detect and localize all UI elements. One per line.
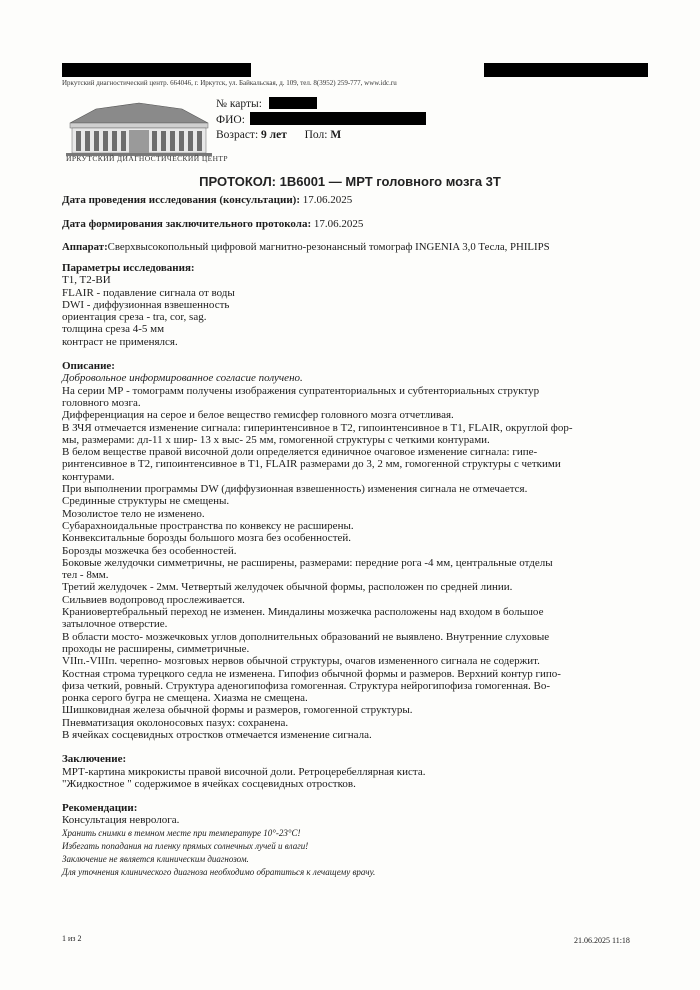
- logo-caption: ИРКУТСКИЙ ДИАГНОСТИЧЕСКИЙ ЦЕНТР: [66, 154, 228, 163]
- description-line: В области мосто- мозжечковых углов дополнительных образований не выявлено. Внутренние слуховые: [62, 630, 550, 643]
- description-line: мы, размерами: дл-11 х шир- 13 х выс- 25 мм, гомогенной структуры с четкими контурами.: [62, 433, 490, 446]
- card-number-label: № карты:: [216, 98, 262, 110]
- redacted-header-left: [62, 63, 251, 77]
- final-date-value: 17.06.2025: [313, 218, 364, 230]
- description-line: Краниовертебральный переход не изменен. Миндалины мозжечка расположены над входом в большое: [62, 606, 544, 619]
- sex-value: М: [330, 129, 342, 141]
- final-date-label: Дата формирования заключительного протокола:: [62, 218, 312, 230]
- description-line: На серии МР - томограмм получены изображения супратенториальных и субтенториальных структур: [62, 384, 540, 397]
- exam-date-value: 17.06.2025: [302, 194, 353, 206]
- description-line: Дифференциация на серое и белое вещество гемисфер головного мозга отчетливая.: [62, 409, 454, 422]
- card-number-row: [216, 97, 426, 112]
- parameters-line: ориентация среза - tra, cor, sag.: [62, 311, 207, 324]
- fio-label: ФИО:: [216, 114, 245, 126]
- description-line: ринтенсивное в Т2, гипоинтенсивное в Т1, FLAIR размерами до 3, 2 мм, гомогенной структуры с четкими: [62, 458, 561, 471]
- disclaimer-note: Заключение не является клиническим диагнозом.: [62, 853, 249, 864]
- description-line: затылочное отверстие.: [62, 618, 168, 631]
- description-line: В белом веществе правой височной доли определяется единичное очаговое изменение сигнала: гипе-: [62, 446, 538, 459]
- age-label: Возраст:: [216, 129, 259, 141]
- recommendations-title: Рекомендации:: [62, 802, 138, 815]
- description-line: Мозолистое тело не изменено.: [62, 507, 205, 520]
- parameters-line: контраст не применялся.: [62, 335, 178, 348]
- parameters-line: DWI - диффузионная взвешенность: [62, 298, 230, 311]
- apparatus: [62, 241, 550, 253]
- parameters-line: FLAIR - подавление сигнала от воды: [62, 286, 235, 299]
- print-timestamp: 21.06.2025 11:18: [574, 936, 630, 945]
- redacted-header-right: [484, 63, 648, 77]
- description-line: При выполнении программы DW (диффузионная взвешенность) изменения сигнала не отмечается.: [62, 483, 528, 496]
- disclaimer-note: Для уточнения клинического диагноза необходимо обратиться к лечащему врачу.: [62, 866, 376, 877]
- parameters-line: T1, T2-ВИ: [62, 274, 111, 287]
- description-line: Сильвиев водопровод прослеживается.: [62, 593, 245, 606]
- description-line: В ЗЧЯ отмечается изменение сигнала: гиперинтенсивное в Т2, гипоинтенсивное в Т1, FLAIR, округлой фор-: [62, 421, 573, 434]
- age-value: 9 лет: [261, 129, 287, 141]
- recommendation-line: Консультация невролога.: [62, 814, 180, 827]
- conclusion-line: "Жидкостное " содержимое в ячейках сосцевидных отростков.: [62, 777, 356, 790]
- age-sex-row: [216, 128, 426, 143]
- protocol-title: ПРОТОКОЛ: 1В6001 — МРТ головного мозга 3Т: [199, 174, 501, 189]
- consent-line: Добровольное информированное согласие получено.: [62, 372, 303, 385]
- exam-date: [62, 194, 352, 206]
- patient-info: [216, 97, 426, 143]
- final-protocol-date: [62, 218, 363, 230]
- fio-row: [216, 112, 426, 128]
- conclusion-title: Заключение:: [62, 753, 127, 766]
- description-line: ронка серого бугра не смещена. Хиазма не смещена.: [62, 692, 308, 705]
- description-line: Конвекситальные борозды большого мозга без особенностей.: [62, 532, 352, 545]
- description-line: VIIп.-VIIIп. черепно- мозговых нервов обычной структуры, очагов измененного сигнала не содержит.: [62, 655, 540, 668]
- description-line: контурами.: [62, 470, 115, 483]
- parameters-line: толщина среза 4-5 мм: [62, 323, 165, 336]
- sex-label: Пол:: [304, 129, 328, 141]
- description-line: головного мозга.: [62, 396, 141, 409]
- protocol-body: [62, 262, 652, 879]
- clinic-address-line: Иркутский диагностический центр. 664046, г. Иркутск, ул. Байкальская, д. 109, тел. 8(3952) 259-777, www.idc.ru: [62, 79, 397, 87]
- description-line: Шишковидная железа обычной формы и размеров, гомогенной структуры.: [62, 704, 413, 717]
- redacted-card-number: [269, 97, 317, 109]
- apparatus-value: Сверхвысокопольный цифровой магнитно-резонансный томограф INGENIA 3,0 Тесла, PHILIPS: [107, 241, 550, 253]
- description-title: Описание:: [62, 360, 115, 373]
- redacted-fio: [250, 112, 426, 125]
- description-line: Костная строма турецкого седла не изменена. Гипофиз обычной формы и размеров. Верхний контур гипо-: [62, 667, 561, 680]
- parameters-title: Параметры исследования:: [62, 262, 195, 274]
- page-number: 1 из 2: [62, 934, 82, 943]
- description-line: Пневматизация околоносовых пазух: сохранена.: [62, 716, 289, 729]
- description-line: Третий желудочек - 2мм. Четвертый желудочек обычной формы, расположен по средней линии.: [62, 581, 513, 594]
- description-line: Субарахноидальные пространства по конвексу не расширены.: [62, 519, 354, 532]
- description-line: тел - 8мм.: [62, 569, 109, 582]
- conclusion-line: МРТ-картина микрокисты правой височной доли. Ретроцеребеллярная киста.: [62, 765, 426, 778]
- description-line: Боковые желудочки симметричны, не расширены, размерами: передние рога -4 мм, центральные отделы: [62, 556, 553, 569]
- description-line: В ячейках сосцевидных отростков отмечается изменение сигнала.: [62, 728, 372, 741]
- storage-note: Избегать попадания на пленку прямых солнечных лучей и влаги!: [62, 840, 309, 851]
- description-line: физа четкий, ровный. Структура аденогипофиза гомогенная. Структура нейрогипофиза гомогенная. Во-: [62, 679, 551, 692]
- description-line: Срединные структуры не смещены.: [62, 495, 230, 508]
- storage-note: Хранить снимки в темном месте при температуре 10°-23°C!: [62, 827, 301, 838]
- apparatus-label: Аппарат:: [62, 241, 108, 253]
- exam-date-label: Дата проведения исследования (консультации):: [62, 194, 300, 206]
- description-line: Борозды мозжечка без особенностей.: [62, 544, 237, 557]
- description-line: проходы не расширены, симметричные.: [62, 642, 250, 655]
